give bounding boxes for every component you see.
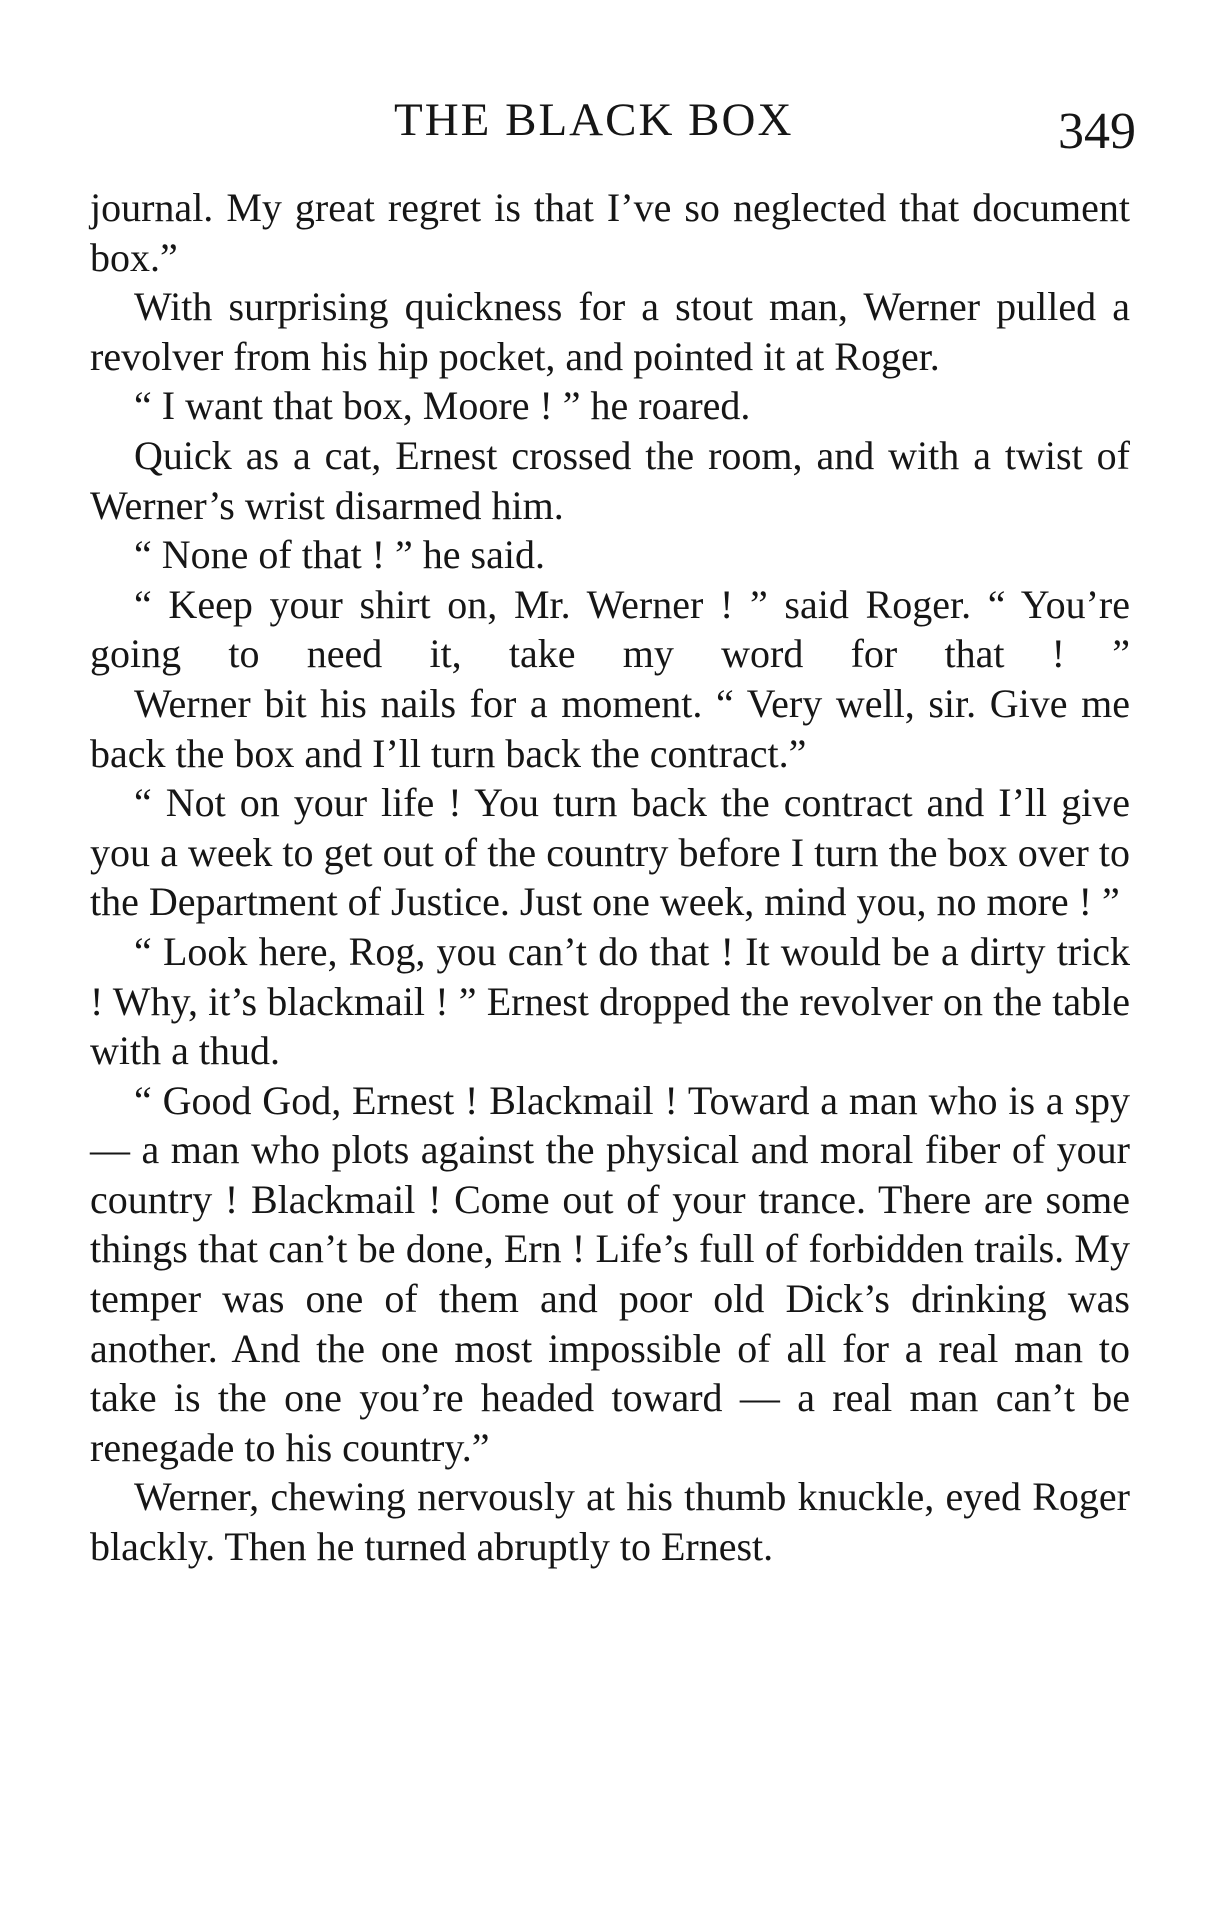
paragraph-2: With surprising quickness for a stout man, Werner pulled a revolver from his hip pocket, and pointed it at Roger. bbox=[90, 284, 1130, 379]
body-text bbox=[90, 183, 1130, 1572]
page-number: 349 bbox=[1058, 103, 1136, 160]
running-head bbox=[0, 92, 1209, 162]
paragraph-3: “ I want that box, Moore ! ” he roared. bbox=[134, 383, 751, 429]
paragraph-1: journal. My great regret is that I’ve so neglected that document box.” bbox=[90, 185, 1130, 280]
paragraph-6: “ Keep your shirt on, Mr. Werner ! ” said Roger. “ You’re going to need it, take my word for that ! ” bbox=[90, 581, 1130, 677]
paragraph-9: “ Look here, Rog, you can’t do that ! It would be a dirty trick ! Why, it’s blackmail ! ” Ernest dropped the revolver on the table with a thud. bbox=[90, 928, 1130, 1074]
paragraph-8: “ Not on your life ! You turn back the contract and I’ll give you a week to get out of the country before I turn the box over to the Department of Justice. Just one week, mind you, no more ! ” bbox=[90, 780, 1130, 925]
paragraph-4: Quick as a cat, Ernest crossed the room, and with a twist of Werner’s wrist disarmed him. bbox=[90, 432, 1130, 528]
paragraph-10: “ Good God, Ernest ! Blackmail ! Toward a man who is a spy — a man who plots against the physical and moral fiber of your country ! Blackmail ! Come out of your trance. There are some things that can’t be done, Ern ! Life’s full of forbidden trails. My temper was one of them and poor old Dick’s drinking was another. And the one most impossible of all for a real man to take is the one you’re headed toward — a real man can’t be renegade to his country.” bbox=[90, 1077, 1130, 1470]
paragraph-11: Werner, chewing nervously at his thumb knuckle, eyed Roger blackly. Then he turned abruptly to Ernest. bbox=[90, 1474, 1130, 1570]
running-title: THE BLACK BOX bbox=[394, 94, 794, 146]
paragraph-7: Werner bit his nails for a moment. “ Very well, sir. Give me back the box and I’ll turn back the contract.” bbox=[90, 680, 1130, 776]
paragraph-5: “ None of that ! ” he said. bbox=[134, 532, 545, 578]
